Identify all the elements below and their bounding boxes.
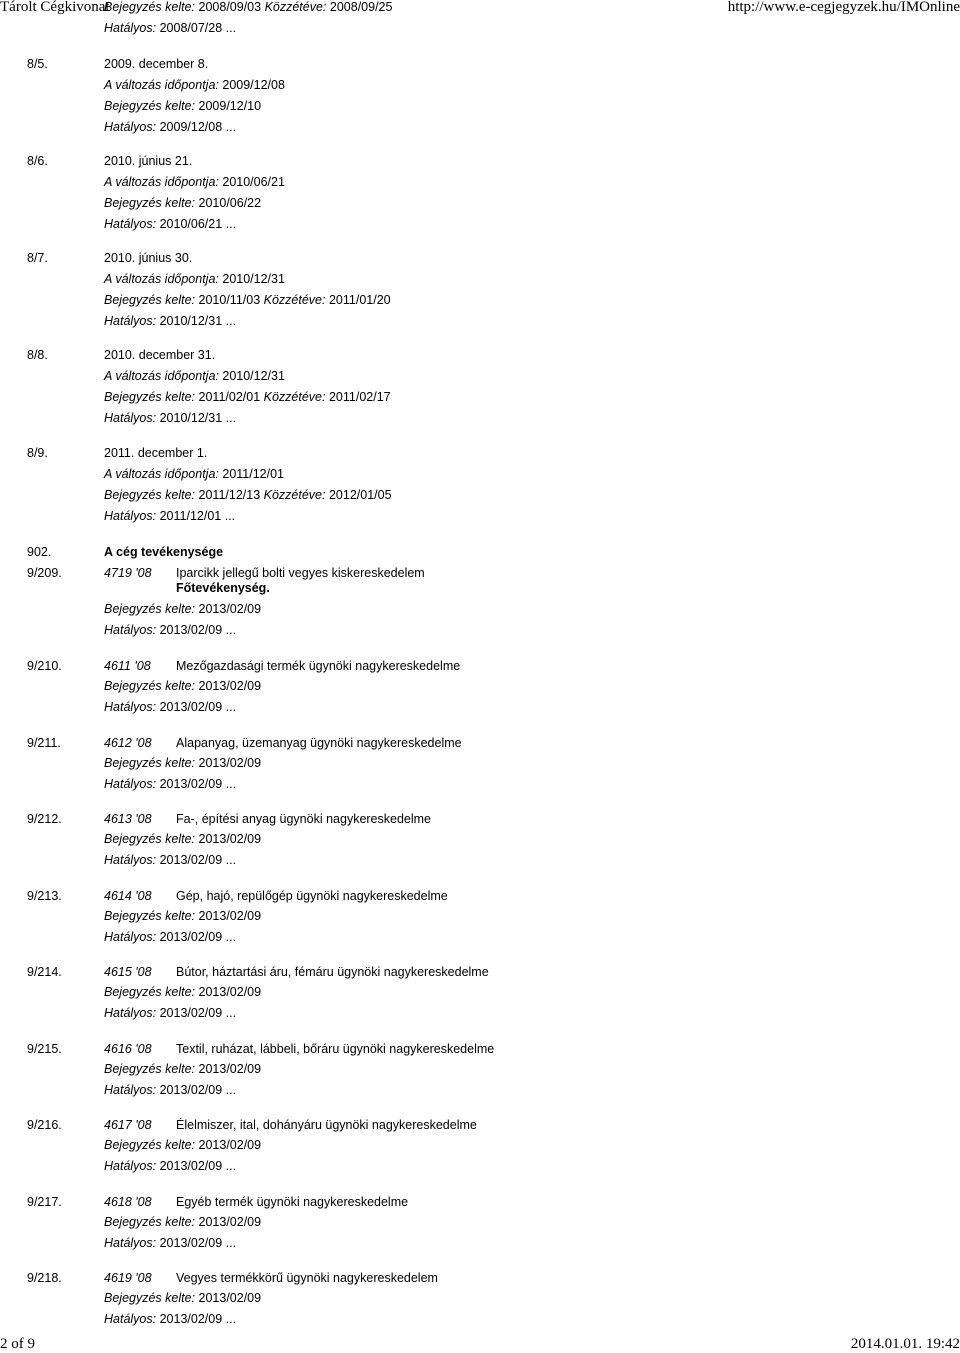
activity-name: Alapanyag, üzemanyag ügynöki nagykereskedelme [176,736,462,750]
value: 2009/12/08 [222,78,285,92]
activity-number: 9/216. [27,1118,62,1132]
label: Hatályos: [104,623,157,637]
header-overlay-entry [104,0,392,14]
label: Bejegyzés kelte: [104,1215,196,1229]
value: 2013/02/09 ... [159,700,237,714]
value: 2013/02/09 ... [159,1006,237,1020]
activity-number: 9/215. [27,1042,62,1056]
value: 2013/02/09 [198,1138,262,1152]
value: 2013/02/09 ... [159,623,237,637]
value: 2013/02/09 [198,909,262,923]
activity-name: Élelmiszer, ital, dohányáru ügynöki nagykereskedelme [176,1118,477,1132]
activity-number: 9/210. [27,659,62,673]
effective-line [104,411,236,425]
label: Hatályos: [104,777,157,791]
value: 2013/02/09 ... [159,930,237,944]
activity-number: 9/214. [27,965,62,979]
label: Bejegyzés kelte: [104,909,196,923]
registration-line [104,832,261,846]
activity-number: 9/218. [27,1271,62,1285]
value: 2009/12/10 [198,99,262,113]
value: 2008/09/25 [329,0,393,14]
value: 2013/02/09 ... [159,777,237,791]
value: 2010/12/31 ... [159,314,237,328]
registration-line [104,1291,261,1305]
change-date-line [104,467,284,481]
label: Hatályos: [104,700,157,714]
label: Bejegyzés kelte: [104,196,196,210]
label: Hatályos: [104,1083,157,1097]
label: Hatályos: [104,411,157,425]
label: Hatályos: [104,509,157,523]
label: Hatályos: [104,1312,157,1326]
change-date-line [104,369,285,383]
value: 2011/12/01 ... [159,509,236,523]
header-hatalyos [104,21,236,35]
value: 2010/11/03 [198,293,261,307]
label: Bejegyzés kelte: [104,985,196,999]
registration-line [104,488,392,502]
value: 2013/02/09 [198,679,262,693]
label: A változás időpontja: [104,175,219,189]
activity-name: Iparcikk jellegű bolti vegyes kiskereskedelem [176,566,425,580]
registration-line [104,985,261,999]
value: 2013/02/09 ... [159,853,237,867]
registration-line [104,293,391,307]
change-date-line [104,272,285,286]
value: 2008/09/03 [198,0,262,14]
value: 2011/01/20 [328,293,391,307]
value: 2011/02/01 [198,390,261,404]
registration-line [104,1138,261,1152]
label: Bejegyzés kelte: [104,1291,196,1305]
effective-line [104,1312,236,1326]
label: Bejegyzés kelte: [104,390,196,404]
value: 2013/02/09 ... [159,1159,237,1173]
entry-number: 8/9. [27,446,48,460]
entry-date: 2010. június 21. [104,154,193,168]
label: Közzétéve: [264,0,327,14]
label: Hatályos: [104,1006,157,1020]
registration-line [104,679,261,693]
effective-line [104,509,235,523]
label: Hatályos: [104,120,157,134]
value: 2008/07/28 ... [159,21,237,35]
value: 2013/02/09 ... [159,1083,237,1097]
value: 2011/02/17 [328,390,391,404]
teaor-code: 4615 '08 [104,965,152,979]
section-title: A cég tevékenysége [104,545,224,559]
value: 2013/02/09 [198,602,262,616]
value: 2010/12/31 [222,369,285,383]
activity-number: 9/213. [27,889,62,903]
value: 2011/12/13 [198,488,261,502]
value: 2011/12/01 [222,467,285,481]
entry-date: 2011. december 1. [104,446,208,460]
teaor-code: 4618 '08 [104,1195,152,1209]
value: 2010/06/21 [222,175,285,189]
effective-line [104,1236,236,1250]
label: Hatályos: [104,1159,157,1173]
value: 2013/02/09 [198,1215,262,1229]
registration-line [104,390,391,404]
activity-number: 9/217. [27,1195,62,1209]
teaor-code: 4611 '08 [104,659,151,673]
entry-number: 8/7. [27,251,48,265]
value: 2013/02/09 [198,832,262,846]
label: Közzétéve: [263,293,326,307]
label: Hatályos: [104,930,157,944]
value: 2009/12/08 ... [159,120,237,134]
label: Hatályos: [104,1236,157,1250]
header-url[interactable]: http://www.e-cegjegyzek.hu/IMOnline [727,0,960,15]
label: A változás időpontja: [104,78,219,92]
label: Bejegyzés kelte: [104,293,196,307]
effective-line [104,623,236,637]
registration-line [104,1062,261,1076]
header-title: Tárolt Cégkivonat [0,0,110,15]
label: A változás időpontja: [104,467,219,481]
effective-line [104,120,236,134]
activity-name: Egyéb termék ügynöki nagykereskedelme [176,1195,409,1209]
effective-line [104,1006,236,1020]
label: Bejegyzés kelte: [104,832,196,846]
label: Bejegyzés kelte: [104,0,196,14]
teaor-code: 4613 '08 [104,812,152,826]
registration-line [104,99,261,113]
effective-line [104,700,236,714]
value: 2010/12/31 [222,272,285,286]
value: 2013/02/09 [198,1291,262,1305]
activity-name: Fa-, építési anyag ügynöki nagykereskedelme [176,812,432,826]
label: Hatályos: [104,314,157,328]
value: 2013/02/09 ... [159,1312,237,1326]
activity-number: 9/211. [27,736,61,750]
entry-number: 8/5. [27,57,48,71]
effective-line [104,930,236,944]
value: 2013/02/09 [198,1062,262,1076]
registration-line [104,196,261,210]
label: Közzétéve: [263,488,326,502]
label: A változás időpontja: [104,369,219,383]
activity-number: 9/212. [27,812,62,826]
teaor-code: 4719 '08 [104,566,152,580]
label: Hatályos: [104,853,157,867]
value: 2010/06/21 ... [159,217,237,231]
label: Hatályos: [104,21,157,35]
value: 2013/02/09 [198,985,262,999]
effective-line [104,1159,236,1173]
main-activity-flag: Főtevékenység. [176,581,270,595]
registration-line [104,1215,261,1229]
effective-line [104,217,236,231]
effective-line [104,853,236,867]
label: Közzétéve: [263,390,326,404]
entry-number: 8/8. [27,348,48,362]
teaor-code: 4616 '08 [104,1042,152,1056]
change-date-line [104,78,285,92]
registration-line [104,756,261,770]
activity-number: 9/209. [27,566,62,580]
value: 2010/12/31 ... [159,411,237,425]
page-counter: 2 of 9 [0,1336,35,1352]
value: 2013/02/09 ... [159,1236,237,1250]
teaor-code: 4614 '08 [104,889,152,903]
change-date-line [104,175,285,189]
teaor-code: 4619 '08 [104,1271,152,1285]
label: A változás időpontja: [104,272,219,286]
section-number: 902. [27,545,52,559]
activity-name: Textil, ruházat, lábbeli, bőráru ügynöki nagykereskedelme [176,1042,495,1056]
value: 2013/02/09 [198,756,262,770]
print-timestamp: 2014.01.01. 19:42 [850,1336,960,1352]
label: Bejegyzés kelte: [104,1062,196,1076]
entry-number: 8/6. [27,154,48,168]
label: Bejegyzés kelte: [104,1138,196,1152]
activity-name: Vegyes termékkörű ügynöki nagykereskedelem [176,1271,438,1285]
entry-date: 2010. június 30. [104,251,193,265]
label: Bejegyzés kelte: [104,99,196,113]
value: 2012/01/05 [328,488,392,502]
label: Bejegyzés kelte: [104,756,196,770]
activity-name: Gép, hajó, repülőgép ügynöki nagykereskedelme [176,889,448,903]
effective-line [104,1083,236,1097]
effective-line [104,777,236,791]
teaor-code: 4617 '08 [104,1118,152,1132]
activity-name: Mezőgazdasági termék ügynöki nagykereskedelme [176,659,461,673]
registration-line [104,602,261,616]
registration-line [104,909,261,923]
effective-line [104,314,236,328]
entry-date: 2010. december 31. [104,348,216,362]
activity-name: Bútor, háztartási áru, fémáru ügynöki nagykereskedelme [176,965,489,979]
entry-date: 2009. december 8. [104,57,209,71]
label: Bejegyzés kelte: [104,488,196,502]
value: 2010/06/22 [198,196,262,210]
teaor-code: 4612 '08 [104,736,152,750]
label: Hatályos: [104,217,157,231]
label: Bejegyzés kelte: [104,602,196,616]
label: Bejegyzés kelte: [104,679,196,693]
